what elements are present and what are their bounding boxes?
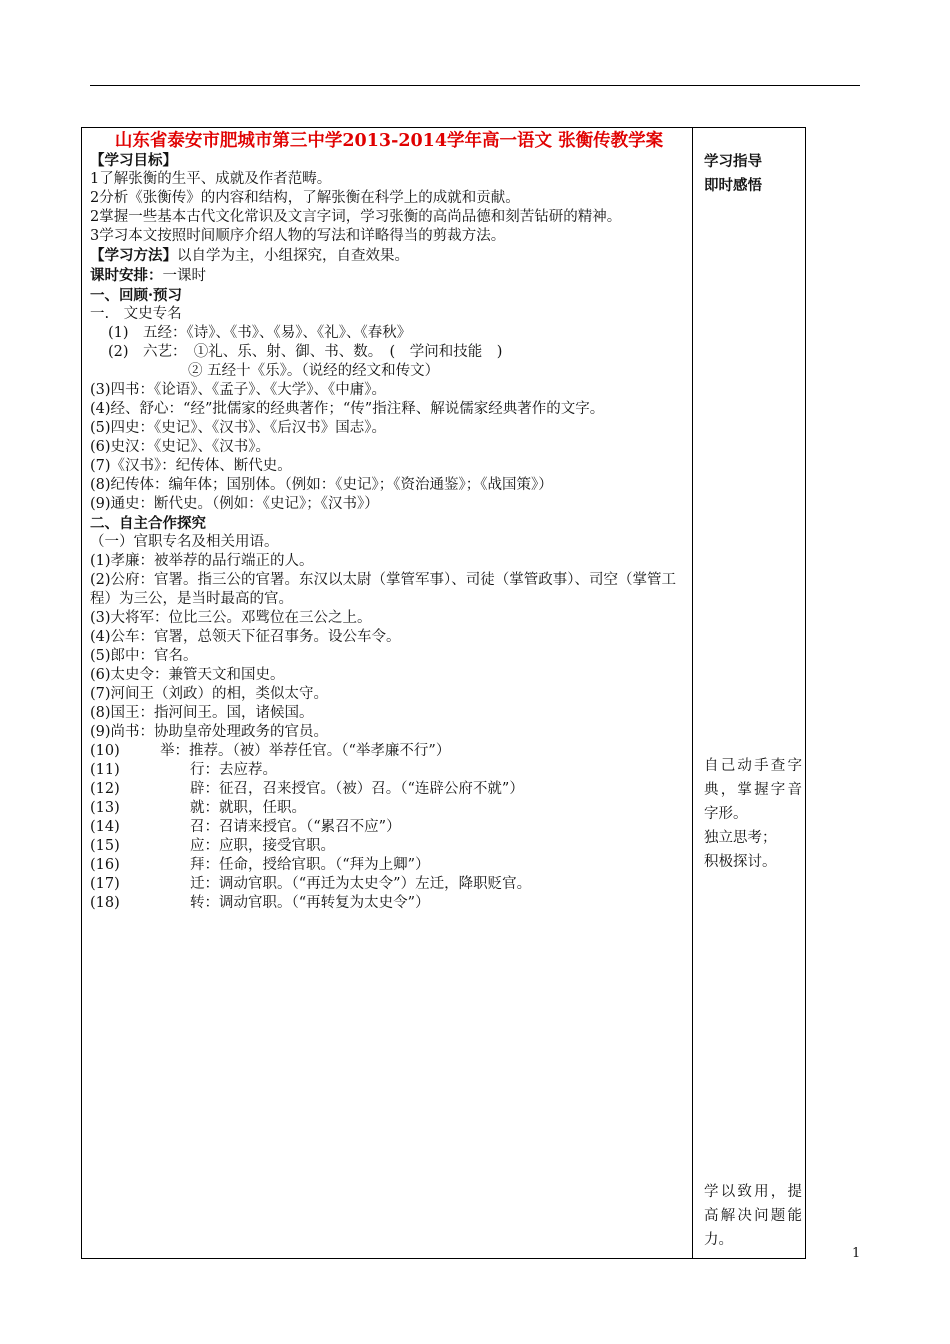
list-item: (4)经、舒心：“经”批儒家的经典著作；“传”指注释、解说儒家经典著作的文字。 bbox=[90, 401, 605, 417]
term-text: 拜：任命，授给官职。（“拜为上卿”） bbox=[190, 857, 430, 873]
term-row bbox=[90, 894, 688, 913]
list-item: (6)太史令：兼管天文和国史。 bbox=[90, 667, 285, 683]
term-number: (15) bbox=[90, 838, 120, 854]
list-item: (1)孝廉：被举荐的品行端正的人。 bbox=[90, 553, 314, 569]
objective-item: 2分析《张衡传》的内容和结构，了解张衡在科学上的成就和贡献。 bbox=[90, 190, 520, 206]
sidebar-note-apply bbox=[704, 1180, 802, 1252]
page-number: 1 bbox=[852, 1246, 861, 1261]
list-item: ② 五经十《乐》。（说经的经文和传文） bbox=[188, 363, 440, 379]
list-item: (3)四书：《论语》、《孟子》、《大学》、《中庸》。 bbox=[90, 382, 387, 398]
header-rule bbox=[90, 85, 860, 86]
sidebar-note-line: 自己动手查字典，掌握字音字形。 bbox=[704, 758, 802, 822]
term-number: (17) bbox=[90, 876, 120, 892]
term-text: 迁：调动官职。（“再迁为太史令”）左迁，降职贬官。 bbox=[190, 876, 532, 892]
term-row bbox=[90, 818, 688, 837]
method-text: 以自学为主，小组探究，自查效果。 bbox=[177, 248, 409, 264]
schedule-label: 课时安排： bbox=[90, 267, 163, 284]
section2-subheading: （一）官职专名及相关用语。 bbox=[90, 534, 279, 550]
schedule-line bbox=[90, 266, 688, 286]
term-number: (18) bbox=[90, 895, 120, 911]
term-text: 召：召请来授官。（“累召不应”） bbox=[190, 819, 401, 835]
column-divider bbox=[692, 127, 693, 1259]
list-item: (4)公车：官署，总领天下征召事务。设公车令。 bbox=[90, 629, 401, 645]
sidebar-note-line: 积极探讨。 bbox=[704, 854, 777, 870]
method-line bbox=[90, 246, 688, 266]
term-number: (11) bbox=[90, 762, 120, 778]
list-item: (9)尚书：协助皇帝处理政务的官员。 bbox=[90, 724, 329, 740]
list-item: (5)四史：《史记》、《汉书》、《后汉书》国志》。 bbox=[90, 420, 387, 436]
term-text: 举：推荐。（被）举荐任官。（“举孝廉不行”） bbox=[160, 743, 451, 759]
section1-heading: 一、回顾·预习 bbox=[90, 287, 183, 304]
list-item: (5)郎中：官名。 bbox=[90, 648, 198, 664]
term-row bbox=[90, 780, 688, 799]
term-number: (13) bbox=[90, 800, 120, 816]
section1-subheading: 一. 文史专名 bbox=[90, 306, 182, 322]
document-title: 山东省泰安市肥城市第三中学2013-2014学年高一语文 张衡传教学案 bbox=[114, 131, 664, 151]
main-column bbox=[90, 131, 688, 913]
term-number: (12) bbox=[90, 781, 120, 797]
sidebar-header-line: 即时感悟 bbox=[704, 177, 762, 194]
method-label: 【学习方法】 bbox=[90, 247, 177, 264]
list-item: (2) 六艺： ①礼、乐、射、御、书、数。 ( 学问和技能 ) bbox=[108, 344, 503, 360]
term-text: 就：就职，任职。 bbox=[190, 800, 306, 816]
list-item: (6)史汉：《史记》、《汉书》。 bbox=[90, 439, 271, 455]
list-item: (7)河间王（刘政）的相，类似太守。 bbox=[90, 686, 329, 702]
objective-item: 3学习本文按照时间顺序介绍人物的写法和详略得当的剪裁方法。 bbox=[90, 228, 506, 244]
list-item: (8)国王：指河间王。国，诸候国。 bbox=[90, 705, 314, 721]
term-text: 转：调动官职。（“再转复为太史令”） bbox=[190, 895, 430, 911]
sidebar-header-line: 学习指导 bbox=[704, 153, 762, 170]
term-row bbox=[90, 761, 688, 780]
schedule-text: 一课时 bbox=[162, 268, 206, 284]
term-number: (16) bbox=[90, 857, 120, 873]
sidebar-note-line: 独立思考； bbox=[704, 830, 777, 846]
sidebar-note-study bbox=[704, 754, 802, 874]
term-row bbox=[90, 856, 688, 875]
list-item: (7)《汉书》：纪传体、断代史。 bbox=[90, 458, 292, 474]
term-row bbox=[90, 742, 688, 761]
term-text: 辟：征召，召来授官。（被）召。（“连辟公府不就”） bbox=[190, 781, 524, 797]
list-item: (1) 五经：《诗》、《书》、《易》、《礼》、《春秋》 bbox=[108, 325, 412, 341]
term-row bbox=[90, 837, 688, 856]
section2-heading: 二、自主合作探究 bbox=[90, 515, 206, 532]
objective-item: 2掌握一些基本古代文化常识及文言字词，学习张衡的高尚品德和刻苦钻研的精神。 bbox=[90, 209, 622, 225]
sidebar-note-line: 学以致用，提高解决问题能力。 bbox=[704, 1184, 802, 1248]
list-item: (3)大将军：位比三公。邓骘位在三公之上。 bbox=[90, 610, 372, 626]
term-number: (10) bbox=[90, 743, 120, 759]
term-text: 应：应职，接受官职。 bbox=[190, 838, 335, 854]
sidebar-header bbox=[704, 150, 802, 198]
term-number: (14) bbox=[90, 819, 120, 835]
list-item: (2)公府：官署。指三公的官署。东汉以太尉（掌管军事）、司徒（掌管政事）、司空（掌管工程）为三公，是当时最高的官。 bbox=[90, 572, 677, 607]
list-item: (8)纪传体：编年体；国别体。（例如：《史记》；《资治通鉴》；《战国策》） bbox=[90, 477, 553, 493]
term-row bbox=[90, 875, 688, 894]
objectives-heading: 【学习目标】 bbox=[90, 152, 177, 169]
objective-item: 1了解张衡的生平、成就及作者范畴。 bbox=[90, 171, 332, 187]
term-text: 行：去应荐。 bbox=[190, 762, 277, 778]
term-row bbox=[90, 799, 688, 818]
list-item: (9)通史：断代史。（例如：《史记》；《汉书》） bbox=[90, 496, 379, 512]
